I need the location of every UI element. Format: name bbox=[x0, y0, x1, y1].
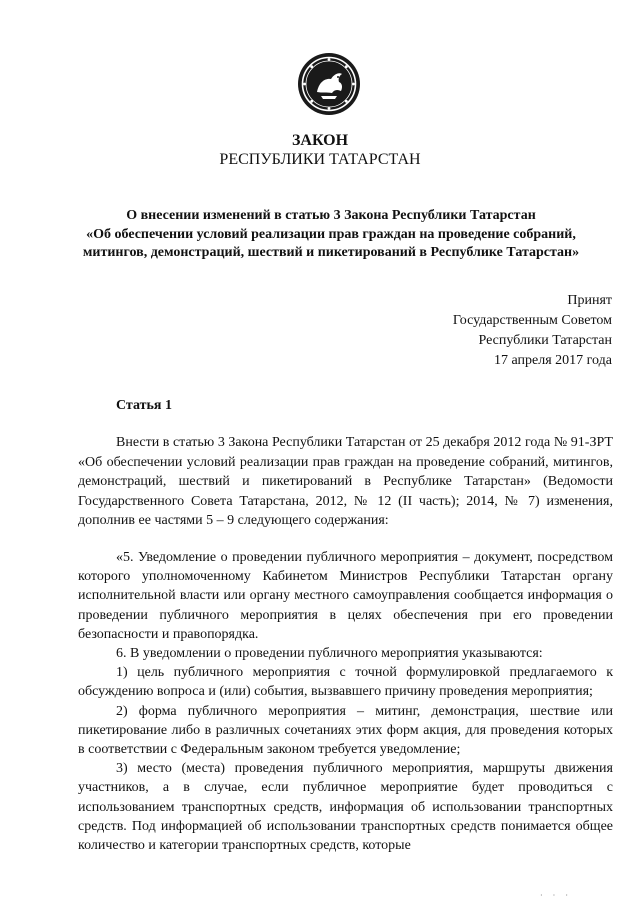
paragraph-6: 6. В уведомлении о проведении публичного мероприятия указываются: bbox=[116, 646, 543, 662]
law-subject bbox=[75, 207, 587, 263]
item-1: 1) цель публичного мероприятия с точной формулировкой предлагаемого к обсуждению вопроса и (или) события, вызвавшего причину проведения мероприятия; bbox=[78, 665, 613, 700]
paragraph-5: «5. Уведомление о проведении публичного мероприятия – документ, посредством которого уполномоченному Кабинетом Министров Республики Татарстан органу исполнительной власти или органу местного самоуправления сообщается информация о проведении публичного мероприятия в целях обеспечения при его проведении безопасности и правопорядка. bbox=[78, 550, 613, 642]
subject-line: митингов, демонстраций, шествий и пикетирований в Республике Татарстан» bbox=[82, 245, 580, 260]
item-3: 3) место (места) проведения публичного мероприятия, маршруты движения участников, а в случае, если публичное мероприятие будет проводиться с использованием транспортных средств, информация об использовании транспортных средств. Под информацией об использовании транспортных средств понимается общее количество и категории транспортных средств, которые bbox=[78, 761, 613, 854]
adoption-line: Принят bbox=[567, 293, 612, 308]
item-2: 2) форма публичного мероприятия – митинг, демонстрация, шествие или пикетирование либо в различных сочетаниях этих форм акция, для проведения которых в соответствии с Федеральным законом требуется уведомление; bbox=[78, 703, 613, 758]
tatarstan-emblem-icon bbox=[297, 52, 361, 116]
adoption-line: Республики Татарстан bbox=[478, 333, 612, 348]
scan-marks: · · · bbox=[540, 891, 572, 900]
article-intro bbox=[78, 433, 613, 531]
subject-line: «Об обеспечении условий реализации прав граждан на проведение собраний, bbox=[86, 226, 576, 242]
adoption-block bbox=[453, 291, 612, 371]
intro-paragraph: Внести в статью 3 Закона Республики Татарстан от 25 декабря 2012 года № 91-ЗРТ «Об обеспечении условий реализации прав граждан на проведение собраний, митингов, демонстраций, шествий и пикетирований в Республике Татарстан» (Ведомости Государственного Совета Татарстана, 2012, № 12 (II часть); 2014, № 7) изменения, дополнив ее частями 5 – 9 следующего содержания: bbox=[78, 435, 613, 528]
article-title: Статья 1 bbox=[116, 398, 172, 413]
republic-title: РЕСПУБЛИКИ ТАТАРСТАН bbox=[219, 151, 421, 168]
adoption-line: Государственным Советом bbox=[452, 313, 612, 328]
article-body bbox=[78, 548, 613, 855]
subject-line: О внесении изменений в статью 3 Закона Республики Татарстан bbox=[126, 208, 536, 223]
law-title: ЗАКОН bbox=[291, 132, 349, 149]
adoption-date: 17 апреля 2017 года bbox=[494, 353, 612, 368]
